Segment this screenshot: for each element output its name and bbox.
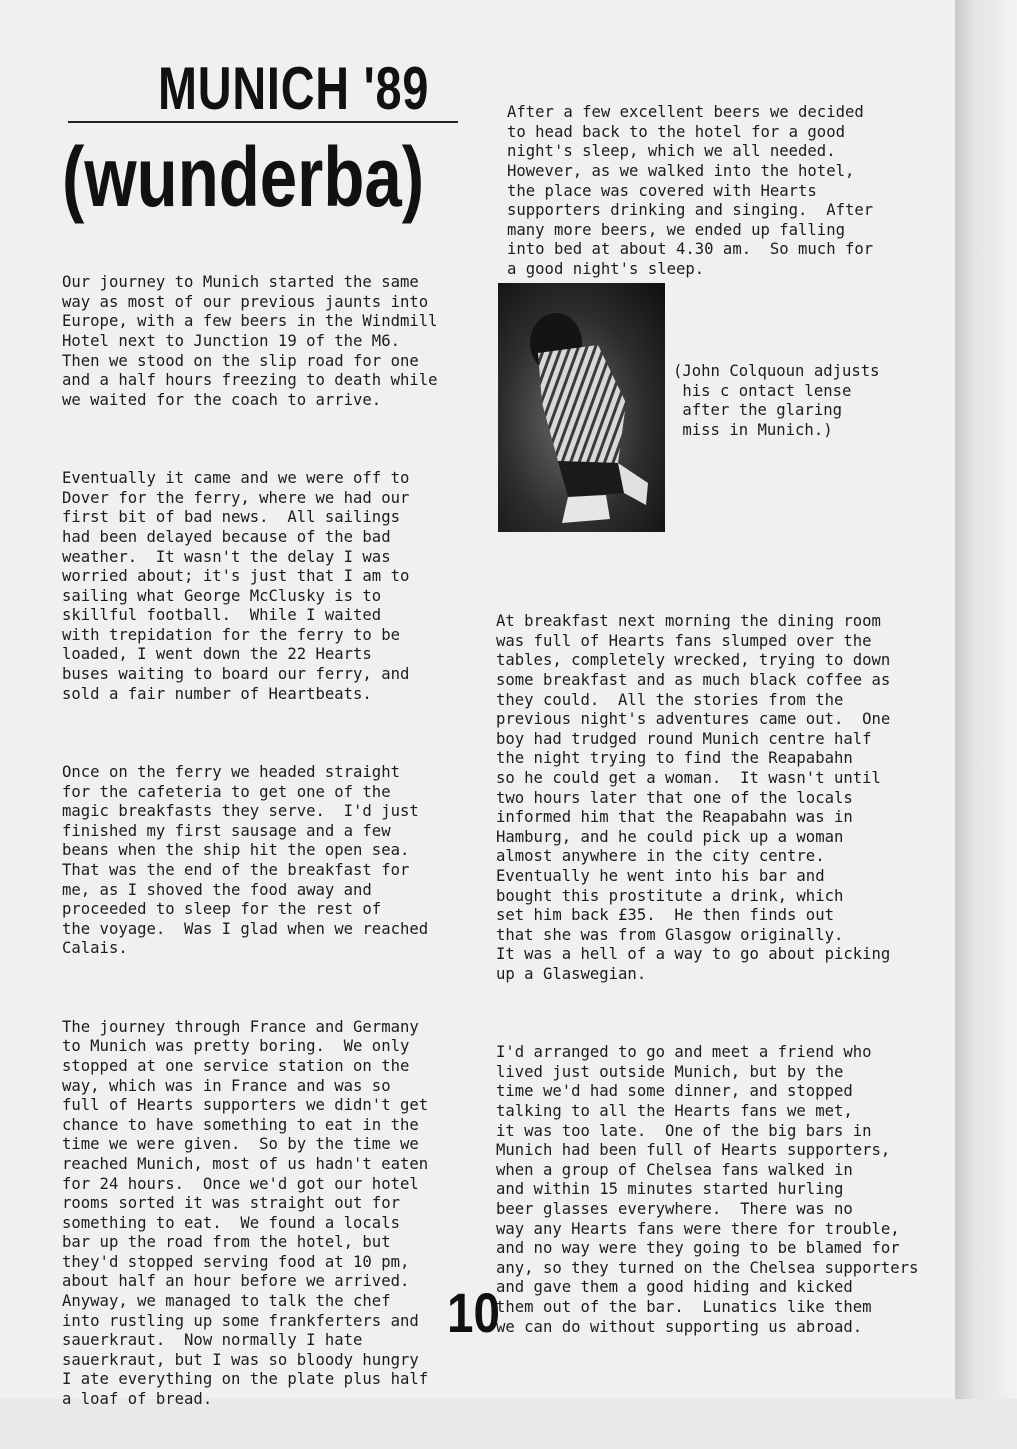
paragraph: Once on the ferry we headed straight for the cafeteria to get one of the magic breakfasts they serve. I'd just finished my first sausage and a few beans when the ship hit the open sea. That was the end of the breakfast for me, as I shoved the food away and proceeded to sleep for the rest of the voyage. Was I glad when we reached Calais. <box>62 763 429 958</box>
paragraph: Our journey to Munich started the same way as most of our previous jaunts into Europe, with a few beers in the Windmill Hotel next to Junction 19 of the M6. Then we stood on the slip road for one and a half hours freezing to death while we waited for the coach to arrive. <box>62 273 438 409</box>
footballer-photo-drawing <box>498 283 665 532</box>
article-title: MUNICH '89 <box>158 55 430 122</box>
left-column <box>62 234 438 1449</box>
article-subtitle: (wunderba) <box>62 130 425 224</box>
right-column-top <box>507 64 873 319</box>
page-edge <box>955 0 1017 1399</box>
paragraph: The journey through France and Germany to Munich was pretty boring. We only stopped at one service station on the way, which was in France and was so full of Hearts supporters we didn't get chance to have something to eat in the time we were given. So by the time we reached Munich, most of us hadn't eaten for 24 hours. Once we'd got our hotel rooms sorted it was straight out for something to eat. We found a locals bar up the road from the hotel, but they'd stopped serving food at 10 pm, about half an hour before we arrived. Anyway, we managed to talk the chef into rustling up some frankferters and sauerkraut. Now normally I hate sauerkraut, but I was so bloody hungry I ate everything on the plate plus half a loaf of bread. <box>62 1017 429 1409</box>
right-column-bottom <box>496 573 918 1376</box>
paragraph: Eventually it came and we were off to Dover for the ferry, where we had our first bit of bad news. All sailings had been delayed because of the bad weather. It wasn't the delay I was worried about; it's just that I am to sailing what George McClusky is to skillful football. While I waited with trepidation for the ferry to be loaded, I went down the 22 Hearts buses waiting to board our ferry, and sold a fair number of Heartbeats. <box>62 469 410 703</box>
title-underline <box>68 121 458 123</box>
photo-caption: (John Colquoun adjusts his c ontact lense after the glaring miss in Munich.) <box>673 362 880 439</box>
paragraph: At breakfast next morning the dining room was full of Hearts fans slumped over the tables, completely wrecked, trying to down some breakfast and as much black coffee as they could. All the stories from the previous night's adventures came out. One boy had trudged round Munich centre half the night trying to find the Reapabahn so he could get a woman. It wasn't until two hours later that one of the locals informed him that the Reapabahn was in Hamburg, and he could pick up a woman almost anywhere in the city centre. Eventually he went into his bar and bought this prostitute a drink, which set him back £35. He then finds out that she was from Glasgow originally. It was a hell of a way to go about picking up a Glaswegian. <box>496 612 891 983</box>
paragraph: After a few excellent beers we decided to head back to the hotel for a good night's sleep, which we all needed. However, as we walked into the hotel, the place was covered with Hearts supporters drinking and singing. After many more beers, we ended up falling into bed at about 4.30 am. So much for a good night's sleep. <box>507 103 874 278</box>
footballer-photo <box>498 283 665 532</box>
paragraph: I'd arranged to go and meet a friend who lived just outside Munich, but by the time we'd had some dinner, and stopped talking to all the Hearts fans we met, it was too late. One of the big bars in Munich had been full of Hearts supporters, when a group of Chelsea fans walked in and within 15 minutes started hurling beer glasses everywhere. There was no way any Hearts fans were there for trouble, and no way were they going to be blamed for any, so they turned on the Chelsea supporters and gave them a good hiding and kicked them out of the bar. Lunatics like them we can do without supporting us abroad. <box>496 1043 919 1336</box>
page-number: 10 <box>447 1281 500 1344</box>
